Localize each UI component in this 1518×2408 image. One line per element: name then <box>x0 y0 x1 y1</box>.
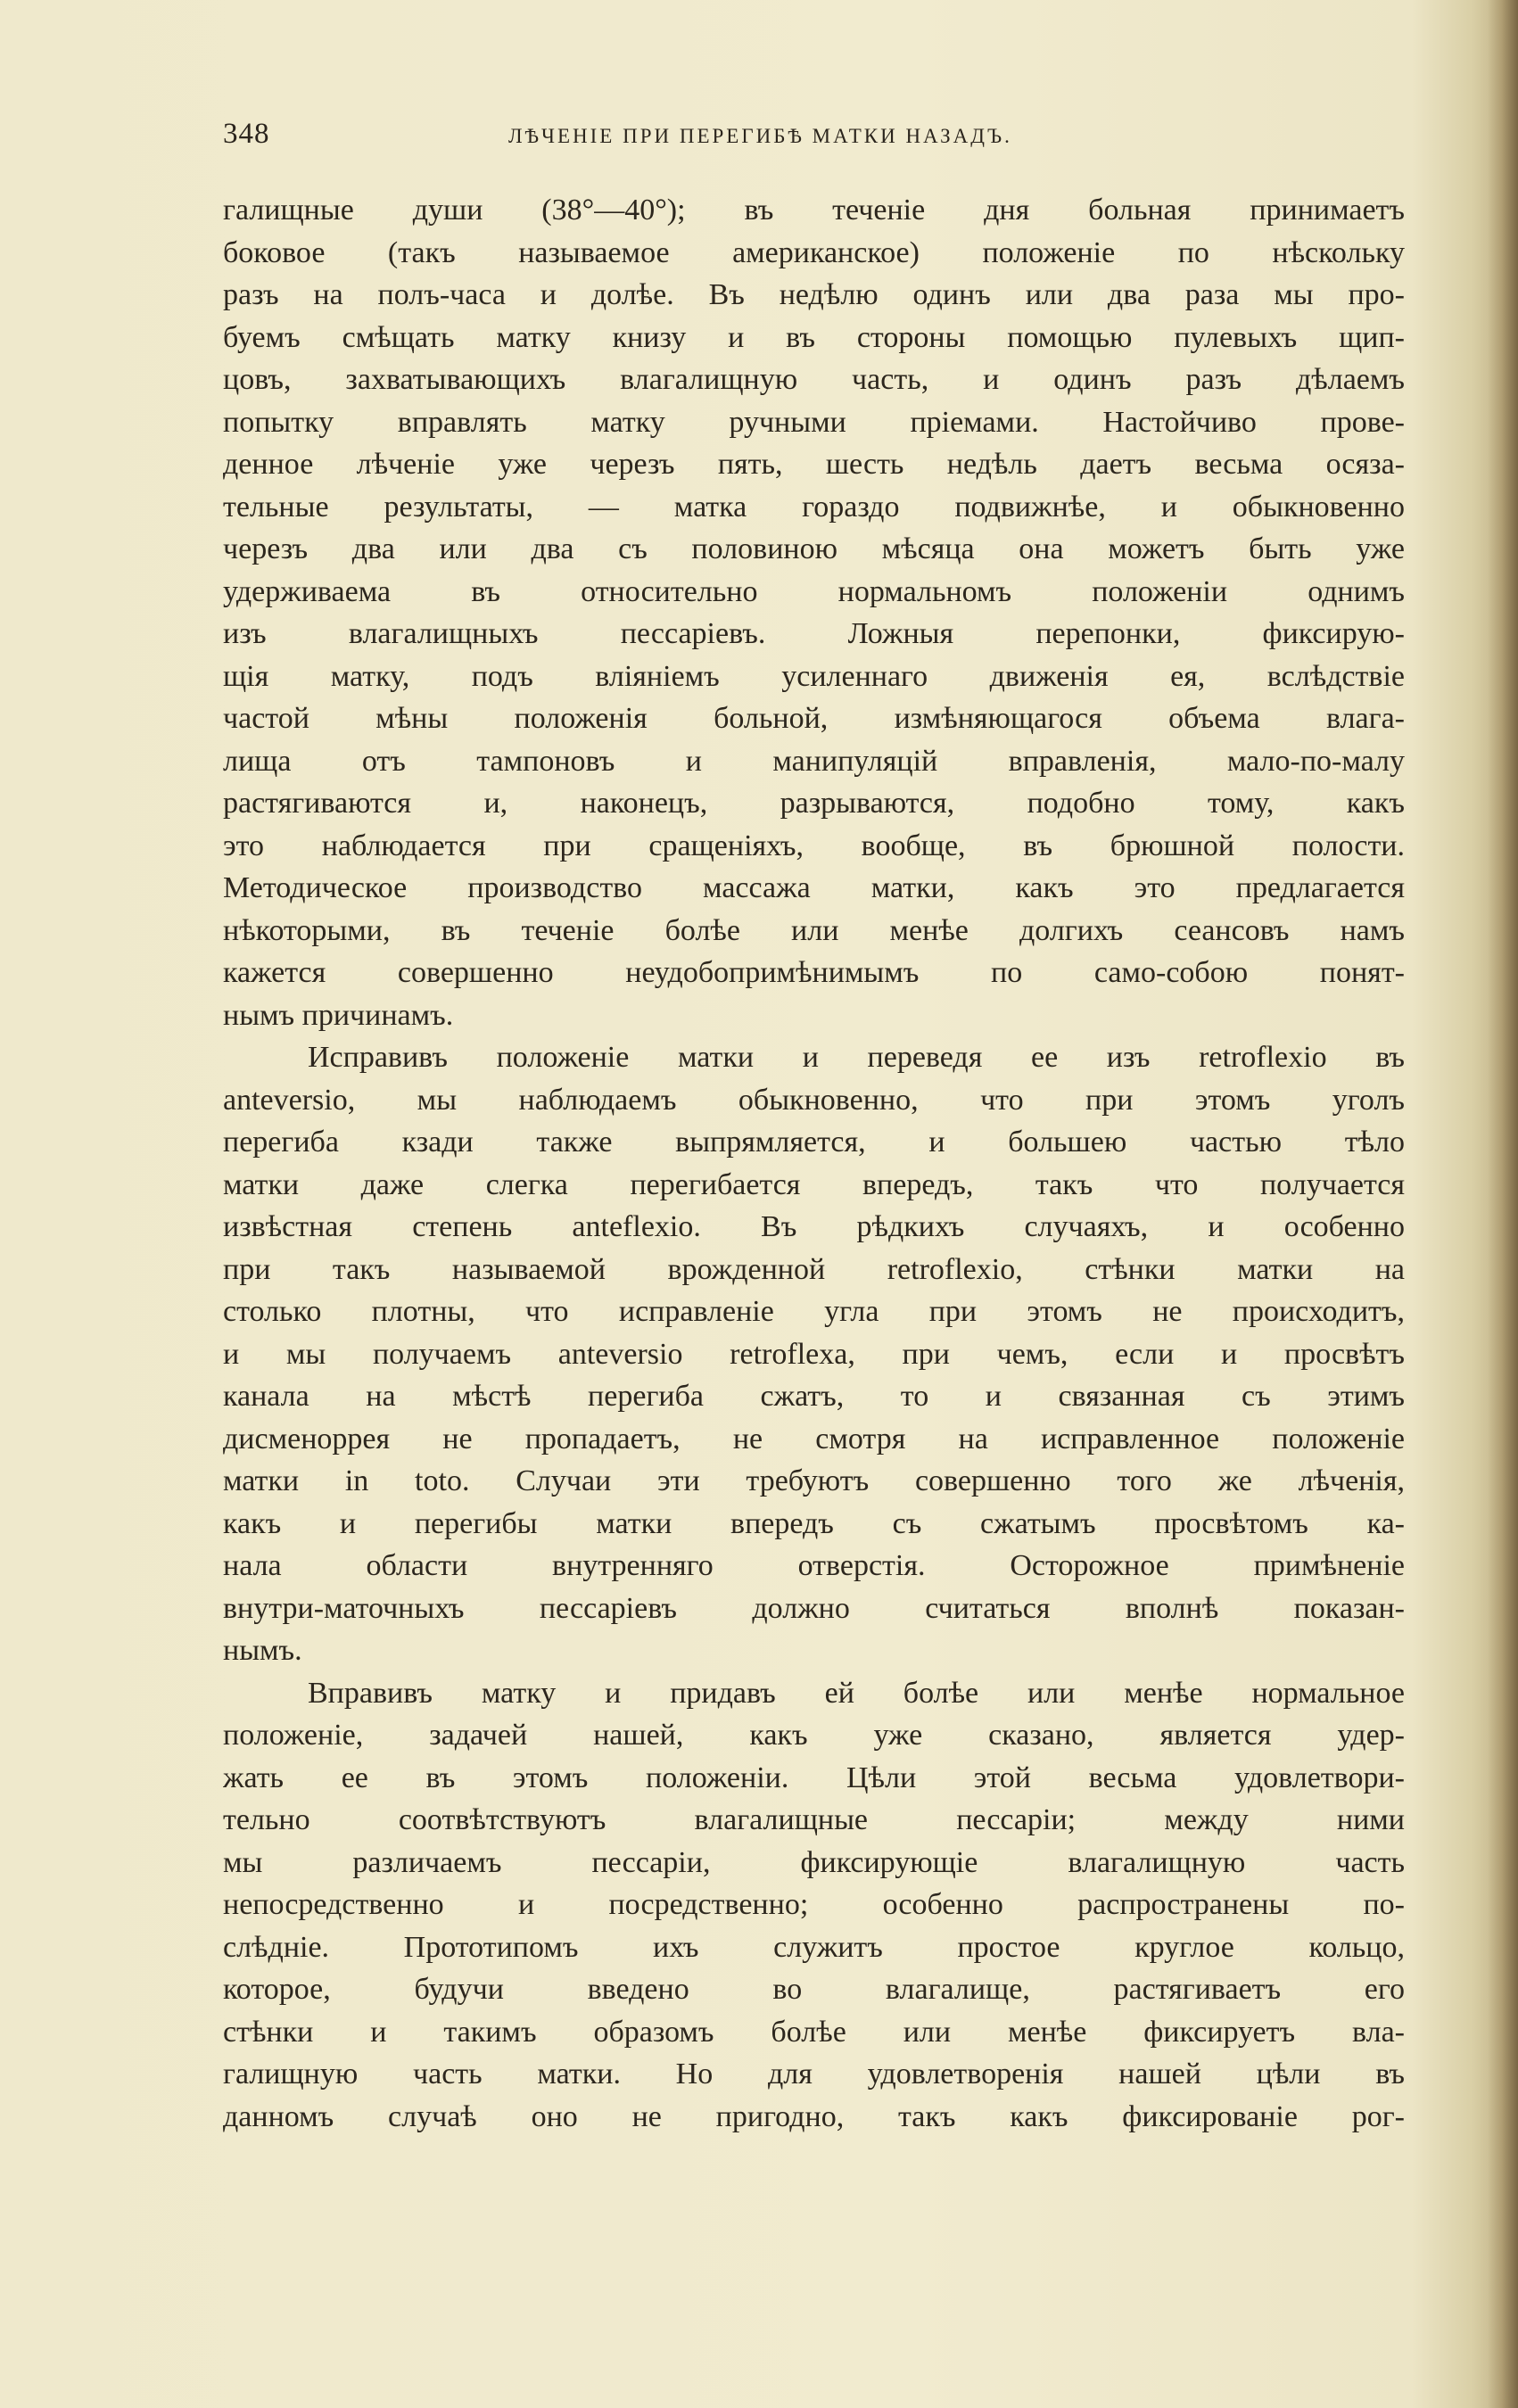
text-line: непосредственно и посредственно; особенно распространены по- <box>223 1888 1405 1921</box>
text-line: боковое (такъ называемое американское) положеніе по нѣскольку <box>223 235 1405 269</box>
text-line: черезъ два или два съ половиною мѣсяца она можетъ быть уже <box>223 532 1405 565</box>
text-line: попытку вправлять матку ручными пріемами. Настойчиво прове- <box>223 405 1405 439</box>
text-line: тельно соотвѣтствуютъ влагалищные пессаріи; между ними <box>223 1803 1405 1836</box>
text-line: буемъ смѣщать матку книзу и въ стороны помощью пулевыхъ щип- <box>223 320 1405 354</box>
text-line: слѣдніе. Прототипомъ ихъ служитъ простое круглое кольцо, <box>223 1930 1405 1964</box>
paragraph <box>223 1672 1405 2139</box>
text-line: при такъ называемой врожденной retroflexio, стѣнки матки на <box>223 1252 1405 1286</box>
running-title: ЛѢЧЕНІЕ ПРИ ПЕРЕГИБѢ МАТКИ НАЗАДЪ. <box>508 125 1012 147</box>
text-line: какъ и перегибы матки впередъ съ сжатымъ просвѣтомъ ка- <box>223 1506 1405 1540</box>
text-line: и мы получаемъ anteversio retroflexa, при чемъ, если и просвѣтъ <box>223 1337 1405 1371</box>
text-line: столько плотны, что исправленіе угла при этомъ не происходитъ, <box>223 1295 1405 1328</box>
text-line: разъ на полъ-часа и долѣе. Въ недѣлю одинъ или два раза мы про- <box>223 278 1405 311</box>
running-header <box>223 118 1405 162</box>
text-line: растягиваются и, наконецъ, разрываются, подобно тому, какъ <box>223 787 1405 820</box>
text-line: это наблюдается при сращеніяхъ, вообще, въ брюшной полости. <box>223 829 1405 862</box>
text-line: удерживаема въ относительно нормальномъ положеніи однимъ <box>223 574 1405 608</box>
text-line: галищную часть матки. Но для удовлетворенія нашей цѣли въ <box>223 2058 1405 2091</box>
text-line: данномъ случаѣ оно не пригодно, такъ какъ фиксированіе рог- <box>223 2099 1405 2133</box>
text-line: внутри-маточныхъ пессаріевъ должно считаться вполнѣ показан- <box>223 1591 1405 1625</box>
text-line: канала на мѣстѣ перегиба сжатъ, то и связанная съ этимъ <box>223 1380 1405 1413</box>
page-number: 348 <box>223 118 270 150</box>
text-line: перегиба кзади также выпрямляется, и большею частью тѣло <box>223 1126 1405 1159</box>
text-line: дисменоррея не пропадаетъ, не смотря на исправленное положеніе <box>223 1422 1405 1456</box>
text-line: Исправивъ положеніе матки и переведя ее изъ retroflexio въ <box>308 1041 1405 1074</box>
text-line: лища отъ тампоновъ и манипуляцій вправленія, мало-по-малу <box>223 744 1405 778</box>
text-line: щія матку, подъ вліяніемъ усиленнаго движенія ея, вслѣдствіе <box>223 659 1405 693</box>
text-line: частой мѣны положенія больной, измѣняющагося объема влага- <box>223 702 1405 735</box>
text-line: положеніе, задачей нашей, какъ уже сказано, является удер- <box>223 1719 1405 1752</box>
text-line: извѣстная степень anteflexio. Въ рѣдкихъ случаяхъ, и особенно <box>223 1210 1405 1243</box>
text-line: Вправивъ матку и придавъ ей болѣе или менѣе нормальное <box>308 1676 1405 1710</box>
body-text <box>223 189 1405 2138</box>
text-line: Методическое производство массажа матки, какъ это предлагается <box>223 871 1405 904</box>
text-line: изъ влагалищныхъ пессаріевъ. Ложныя перепонки, фиксирую- <box>223 617 1405 650</box>
text-line: тельные результаты, — матка гораздо подвижнѣе, и обыкновенно <box>223 490 1405 524</box>
text-line: которое, будучи введено во влагалище, растягиваетъ его <box>223 1973 1405 2006</box>
text-line: нѣкоторыми, въ теченіе болѣе или менѣе долгихъ сеансовъ намъ <box>223 913 1405 947</box>
text-line: жать ее въ этомъ положеніи. Цѣли этой весьма удовлетвори- <box>223 1761 1405 1794</box>
text-line: матки in toto. Случаи эти требуютъ совершенно того же лѣченія, <box>223 1464 1405 1497</box>
text-line: мы различаемъ пессаріи, фиксирующіе влагалищную часть <box>223 1845 1405 1879</box>
text-line: нымъ. <box>223 1634 302 1667</box>
text-line: нала области внутренняго отверстія. Осторожное примѣненіе <box>223 1549 1405 1582</box>
text-line: матки даже слегка перегибается впередъ, такъ что получается <box>223 1167 1405 1201</box>
text-line: anteversio, мы наблюдаемъ обыкновенно, что при этомъ уголъ <box>223 1083 1405 1117</box>
text-line: цовъ, захватывающихъ влагалищную часть, и одинъ разъ дѣлаемъ <box>223 363 1405 396</box>
text-line: галищные души (38°—40°); въ теченіе дня больная принимаетъ <box>223 194 1405 227</box>
paragraph <box>223 1036 1405 1672</box>
page-edge-shadow <box>1488 0 1518 2408</box>
text-line: стѣнки и такимъ образомъ болѣе или менѣе фиксируетъ вла- <box>223 2015 1405 2049</box>
text-line: нымъ причинамъ. <box>223 998 454 1032</box>
text-line: кажется совершенно неудобопримѣнимымъ по само-собою понят- <box>223 956 1405 989</box>
paragraph <box>223 189 1405 1036</box>
text-line: денное лѣченіе уже черезъ пять, шесть недѣль даетъ весьма осяза- <box>223 448 1405 481</box>
